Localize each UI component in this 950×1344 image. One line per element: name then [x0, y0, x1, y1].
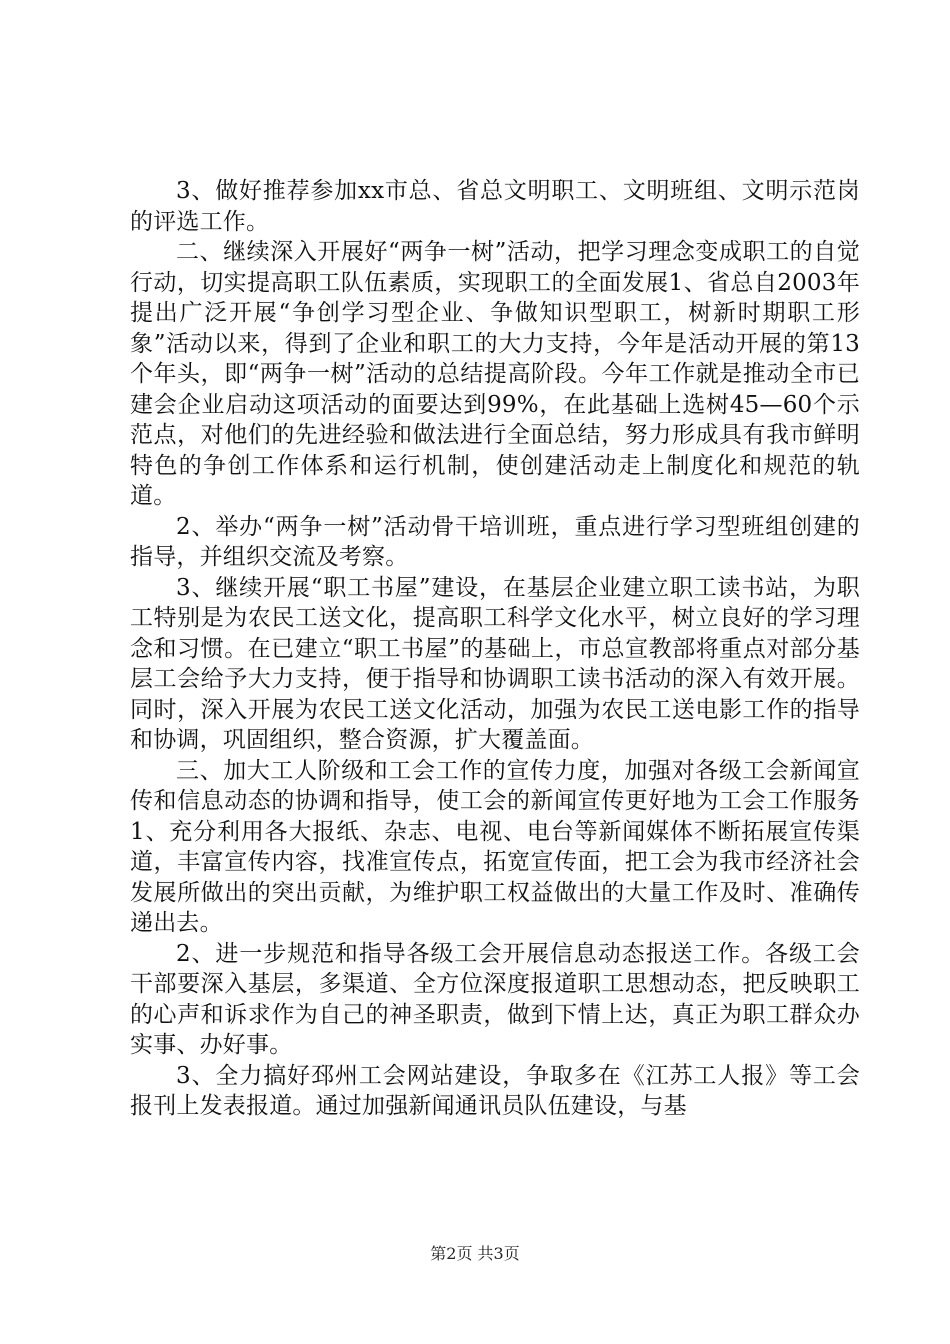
paragraph-section-3-heading: 三、加大工人阶级和工会工作的宣传力度，加强对各级工会新闻宣传和信息动态的协调和指导，使工会的新闻宣传更好地为工会工作服务1、充分利用各大报纸、杂志、电视、电台等新闻媒体不断拓展宣传渠道，丰富宣传内容，找准宣传点，拓宽宣传面，把工会为我市经济社会发展所做出的突出贡献，为维护职工权益做出的大量工作及时、准确传递出去。	[130, 757, 860, 936]
paragraph-item-2-reporting: 2、进一步规范和指导各级工会开展信息动态报送工作。各级工会干部要深入基层，多渠道、全方位深度报道职工思想动态，把反映职工的心声和诉求作为自己的神圣职责，做到下情上达，真正为职工群众办实事、办好事。	[130, 940, 860, 1058]
paragraph-section-2-heading: 二、继续深入开展好“两争一树”活动，把学习理念变成职工的自觉行动，切实提高职工队伍素质，实现职工的全面发展1、省总自2003年提出广泛开展“争创学习型企业、争做知识型职工，树新时期职工形象”活动以来，得到了企业和职工的大力支持，今年是活动开展的第13个年头，即“两争一树”活动的总结提高阶段。今年工作就是推动全市已建会企业启动这项活动的面要达到99%，在此基础上选树45—60个示范点，对他们的先进经验和做法进行全面总结，努力形成具有我市鲜明特色的争创工作体系和运行机制，使创建活动走上制度化和规范的轨道。	[130, 239, 860, 509]
paragraph-item-2-training: 2、举办“两争一树”活动骨干培训班，重点进行学习型班组创建的指导，并组织交流及考察。	[130, 513, 860, 570]
paragraph-item-3-bookhouse: 3、继续开展“职工书屋”建设，在基层企业建立职工读书站，为职工特别是为农民工送文化，提高职工科学文化水平，树立良好的学习理念和习惯。在已建立“职工书屋”的基础上，市总宣教部将重点对部分基层工会给予大力支持，便于指导和协调职工读书活动的深入有效开展。同时，深入开展为农民工送文化活动，加强为农民工送电影工作的指导和协调，巩固组织，整合资源，扩大覆盖面。	[130, 574, 860, 753]
paragraph-item-3-website: 3、全力搞好邳州工会网站建设，争取多在《江苏工人报》等工会报刊上发表报道。通过加强新闻通讯员队伍建设，与基	[130, 1062, 860, 1119]
paragraph-item-3-recommend: 3、做好推荐参加xx市总、省总文明职工、文明班组、文明示范岗的评选工作。	[130, 178, 860, 235]
document-body	[130, 176, 860, 1122]
page-footer: 第2页 共3页	[430, 1244, 520, 1263]
